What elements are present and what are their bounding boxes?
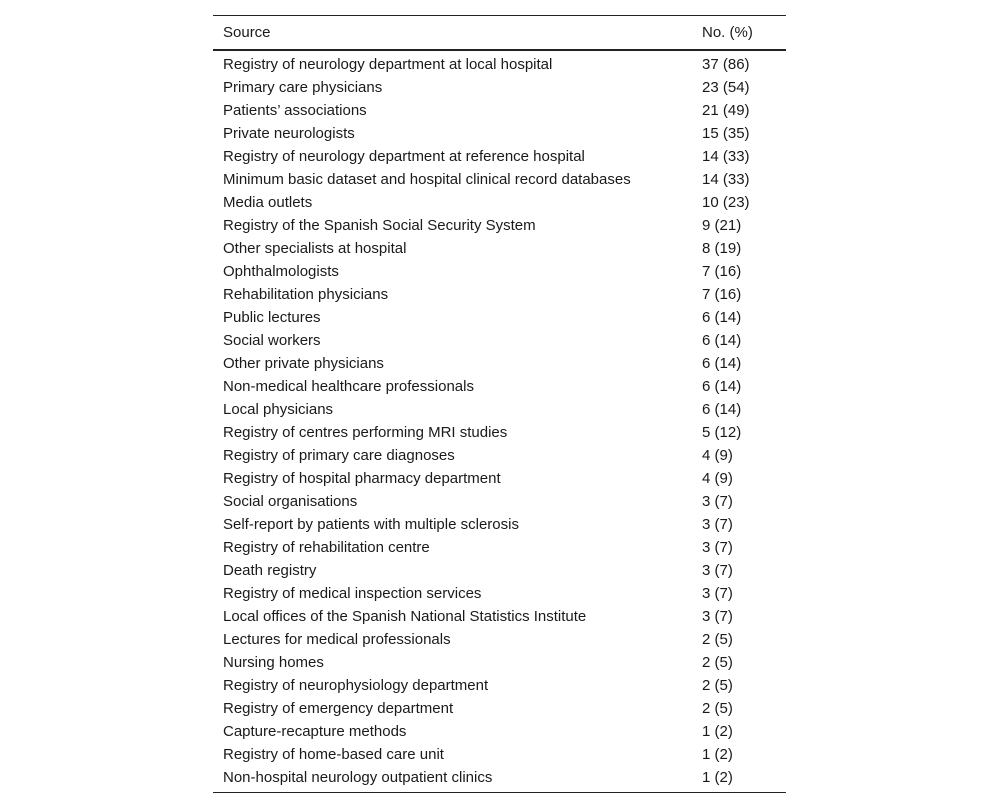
cell-source: Primary care physicians bbox=[223, 79, 383, 96]
cell-source: Patients’ associations bbox=[223, 102, 367, 119]
table-row bbox=[213, 329, 786, 352]
cell-value: 15 (35) bbox=[702, 125, 750, 142]
cell-value: 3 (7) bbox=[702, 539, 733, 556]
header-source: Source bbox=[223, 24, 271, 41]
table-row bbox=[213, 214, 786, 237]
cell-source: Registry of neurology department at local hospital bbox=[223, 56, 553, 73]
table-row bbox=[213, 398, 786, 421]
cell-source: Registry of rehabilitation centre bbox=[223, 539, 430, 556]
cell-value: 37 (86) bbox=[702, 56, 750, 73]
table-row bbox=[213, 99, 786, 122]
sources-table bbox=[213, 15, 786, 793]
cell-source: Registry of neurology department at reference hospital bbox=[223, 148, 585, 165]
cell-source: Registry of the Spanish Social Security System bbox=[223, 217, 536, 234]
table-row bbox=[213, 375, 786, 398]
cell-value: 2 (5) bbox=[702, 631, 733, 648]
table-row bbox=[213, 283, 786, 306]
cell-value: 23 (54) bbox=[702, 79, 750, 96]
cell-value: 3 (7) bbox=[702, 608, 733, 625]
cell-value: 6 (14) bbox=[702, 332, 742, 349]
table-row bbox=[213, 76, 786, 99]
cell-source: Lectures for medical professionals bbox=[223, 631, 451, 648]
cell-source: Local offices of the Spanish National Statistics Institute bbox=[223, 608, 587, 625]
cell-value: 5 (12) bbox=[702, 424, 742, 441]
table-row bbox=[213, 490, 786, 513]
table-row bbox=[213, 605, 786, 628]
table-row bbox=[213, 651, 786, 674]
cell-value: 8 (19) bbox=[702, 240, 742, 257]
cell-value: 7 (16) bbox=[702, 286, 742, 303]
cell-source: Registry of home-based care unit bbox=[223, 746, 444, 763]
cell-value: 6 (14) bbox=[702, 378, 742, 395]
cell-source: Registry of primary care diagnoses bbox=[223, 447, 455, 464]
cell-value: 6 (14) bbox=[702, 309, 742, 326]
cell-source: Registry of centres performing MRI studies bbox=[223, 424, 508, 441]
cell-source: Registry of neurophysiology department bbox=[223, 677, 489, 694]
cell-source: Public lectures bbox=[223, 309, 321, 326]
cell-source: Registry of emergency department bbox=[223, 700, 454, 717]
cell-value: 4 (9) bbox=[702, 470, 733, 487]
cell-source: Local physicians bbox=[223, 401, 334, 418]
cell-value: 4 (9) bbox=[702, 447, 733, 464]
table-row bbox=[213, 421, 786, 444]
cell-source: Social organisations bbox=[223, 493, 358, 510]
table-row bbox=[213, 582, 786, 605]
cell-source: Minimum basic dataset and hospital clinical record databases bbox=[223, 171, 631, 188]
cell-source: Non-medical healthcare professionals bbox=[223, 378, 474, 395]
cell-source: Death registry bbox=[223, 562, 317, 579]
cell-value: 6 (14) bbox=[702, 401, 742, 418]
cell-value: 1 (2) bbox=[702, 746, 733, 763]
cell-value: 6 (14) bbox=[702, 355, 742, 372]
table-body bbox=[213, 50, 786, 793]
cell-value: 14 (33) bbox=[702, 148, 750, 165]
header-row bbox=[213, 16, 786, 51]
header-value: No. (%) bbox=[702, 24, 753, 41]
table-row bbox=[213, 260, 786, 283]
table-row bbox=[213, 513, 786, 536]
table-row bbox=[213, 720, 786, 743]
table-row bbox=[213, 697, 786, 720]
table-row bbox=[213, 145, 786, 168]
cell-source: Other specialists at hospital bbox=[223, 240, 407, 257]
cell-value: 3 (7) bbox=[702, 562, 733, 579]
cell-value: 2 (5) bbox=[702, 654, 733, 671]
table-row bbox=[213, 191, 786, 214]
cell-value: 2 (5) bbox=[702, 677, 733, 694]
cell-source: Capture-recapture methods bbox=[223, 723, 407, 740]
cell-source: Registry of medical inspection services bbox=[223, 585, 482, 602]
cell-value: 9 (21) bbox=[702, 217, 742, 234]
cell-value: 3 (7) bbox=[702, 585, 733, 602]
table-row bbox=[213, 559, 786, 582]
table-row bbox=[213, 444, 786, 467]
cell-source: Other private physicians bbox=[223, 355, 384, 372]
cell-source: Nursing homes bbox=[223, 654, 324, 671]
table-row bbox=[213, 467, 786, 490]
table-row bbox=[213, 766, 786, 793]
table-row bbox=[213, 536, 786, 559]
table-row bbox=[213, 352, 786, 375]
cell-value: 7 (16) bbox=[702, 263, 742, 280]
table-row bbox=[213, 237, 786, 260]
cell-source: Registry of hospital pharmacy department bbox=[223, 470, 501, 487]
cell-value: 3 (7) bbox=[702, 516, 733, 533]
cell-source: Social workers bbox=[223, 332, 321, 349]
cell-source: Media outlets bbox=[223, 194, 313, 211]
sources-table-container bbox=[213, 15, 786, 793]
cell-value: 21 (49) bbox=[702, 102, 750, 119]
table-row bbox=[213, 50, 786, 76]
table-row bbox=[213, 122, 786, 145]
cell-value: 3 (7) bbox=[702, 493, 733, 510]
table-row bbox=[213, 168, 786, 191]
table-row bbox=[213, 743, 786, 766]
cell-value: 14 (33) bbox=[702, 171, 750, 188]
cell-value: 2 (5) bbox=[702, 700, 733, 717]
table-row bbox=[213, 306, 786, 329]
cell-source: Rehabilitation physicians bbox=[223, 286, 389, 303]
table-row bbox=[213, 628, 786, 651]
cell-value: 10 (23) bbox=[702, 194, 750, 211]
cell-source: Private neurologists bbox=[223, 125, 355, 142]
cell-value: 1 (2) bbox=[702, 723, 733, 740]
table-header bbox=[213, 16, 786, 51]
cell-value: 1 (2) bbox=[702, 769, 733, 786]
cell-source: Non-hospital neurology outpatient clinics bbox=[223, 769, 493, 786]
table-row bbox=[213, 674, 786, 697]
cell-source: Self-report by patients with multiple sclerosis bbox=[223, 516, 519, 533]
cell-source: Ophthalmologists bbox=[223, 263, 339, 280]
